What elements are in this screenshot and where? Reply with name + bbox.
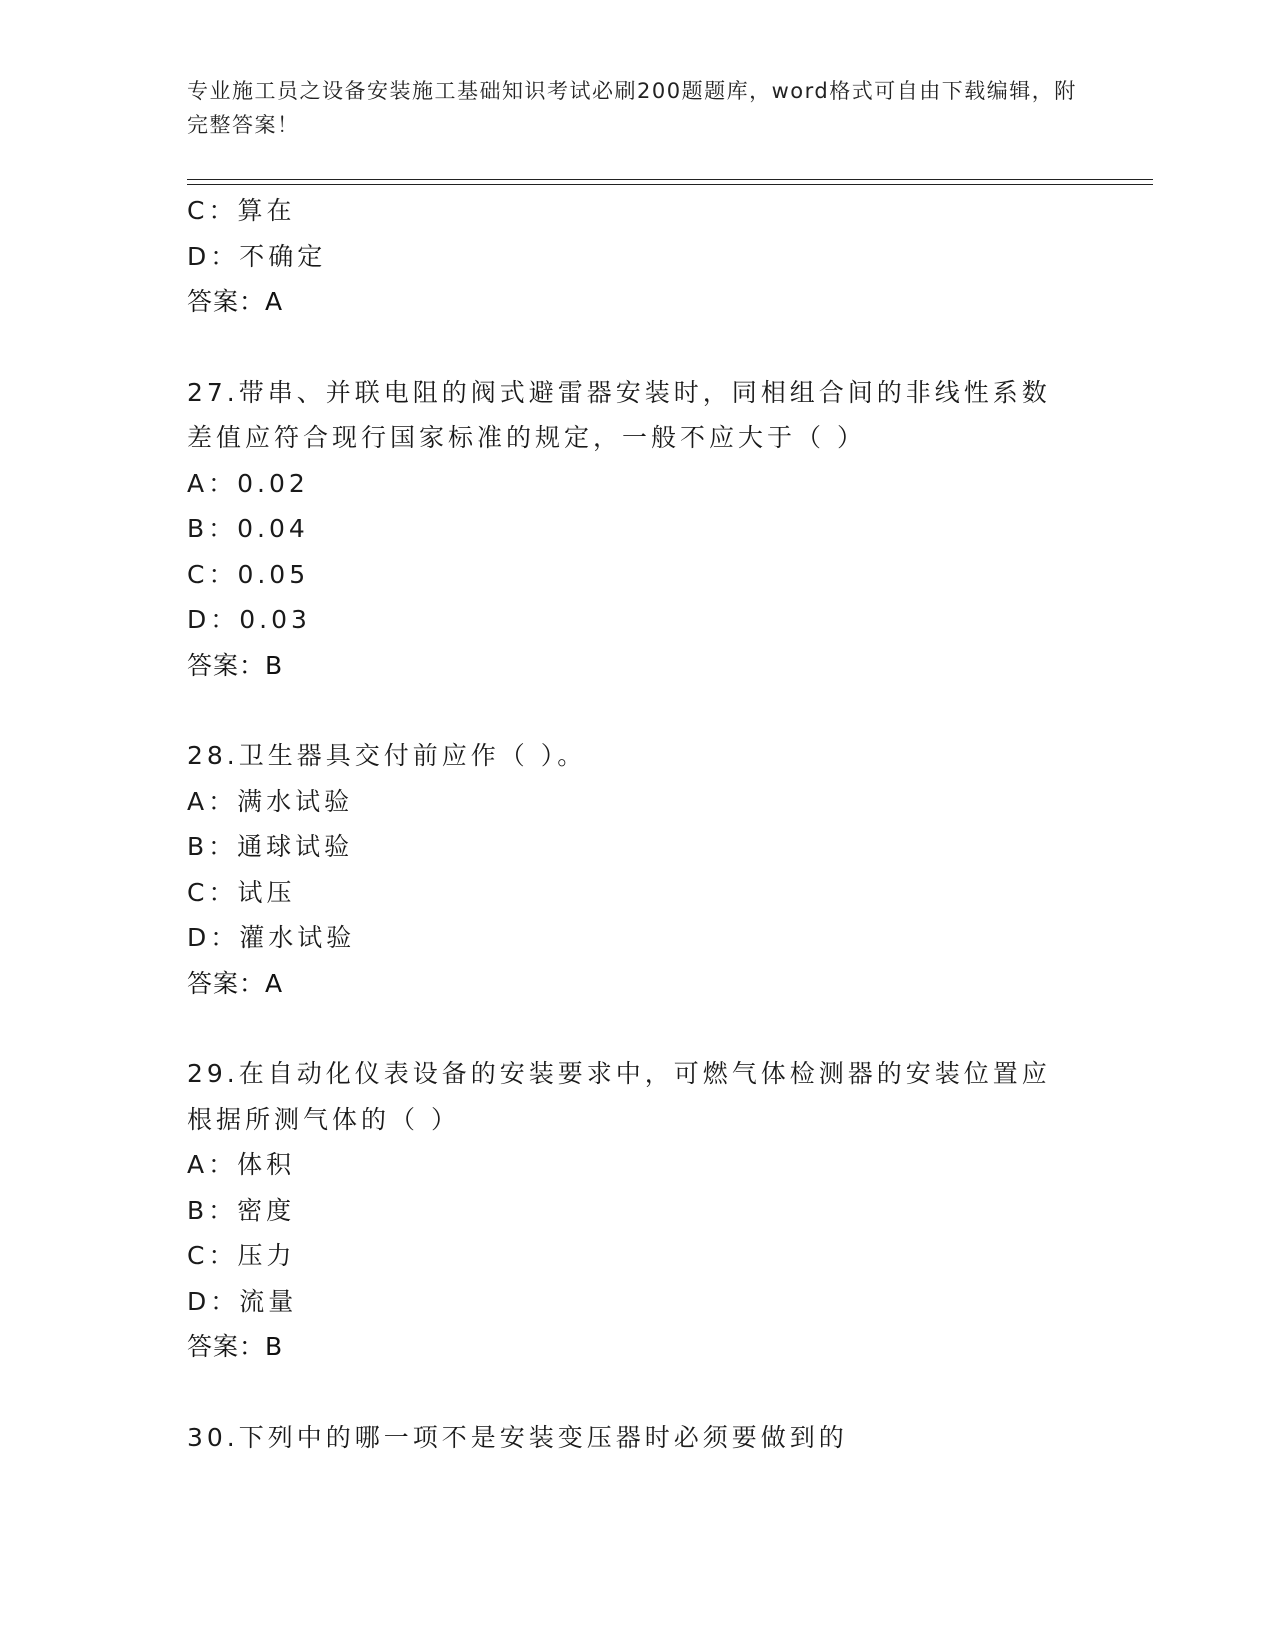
option-d: D：流量	[187, 1286, 298, 1316]
option-c: C：压力	[187, 1241, 296, 1270]
spacer	[187, 688, 1087, 733]
question-stem: 30.下列中的哪一项不是安装变压器时必须要做到的	[187, 1422, 848, 1452]
question-28	[187, 733, 1087, 1006]
header-rule-top	[187, 179, 1153, 180]
header-rule-bottom	[187, 184, 1153, 185]
question-30	[187, 1415, 1087, 1461]
option-d: D：灌水试验	[187, 923, 356, 952]
option-b: B：密度	[187, 1195, 296, 1225]
spacer	[187, 1370, 1087, 1415]
option-d: D：0.03	[187, 605, 311, 634]
question-stem: 28.卫生器具交付前应作（ ）。	[187, 741, 587, 770]
option-b: B：0.04	[187, 514, 309, 543]
answer: 答案：A	[187, 968, 284, 998]
spacer	[187, 1006, 1087, 1051]
question-29	[187, 1051, 1087, 1370]
spacer	[187, 325, 1087, 370]
document-header: 专业施工员之设备安装施工基础知识考试必刷200题题库，word格式可自由下载编辑，附完整答案！	[187, 79, 1077, 137]
option-a: A：体积	[187, 1150, 296, 1179]
question-stem: 27.带串、并联电阻的阀式避雷器安装时，同相组合间的非线性系数差值应符合现行国家标准的规定，一般不应大于（ ）	[187, 377, 1051, 452]
question-list	[187, 188, 1087, 1460]
option-a: A：0.02	[187, 468, 309, 498]
option-c: C：算在	[187, 196, 296, 225]
option-b: B：通球试验	[187, 832, 354, 861]
answer: 答案：A	[187, 287, 284, 316]
option-c: C：0.05	[187, 559, 310, 589]
option-c: C：试压	[187, 877, 296, 907]
answer: 答案：B	[187, 650, 284, 680]
option-a: A：满水试验	[187, 786, 354, 816]
question-26-tail	[187, 188, 1087, 325]
option-d: D：不确定	[187, 241, 327, 271]
answer: 答案：B	[187, 1332, 284, 1361]
question-stem: 29.在自动化仪表设备的安装要求中，可燃气体检测器的安装位置应根据所测气体的（ ）	[187, 1059, 1051, 1134]
question-27	[187, 370, 1087, 689]
